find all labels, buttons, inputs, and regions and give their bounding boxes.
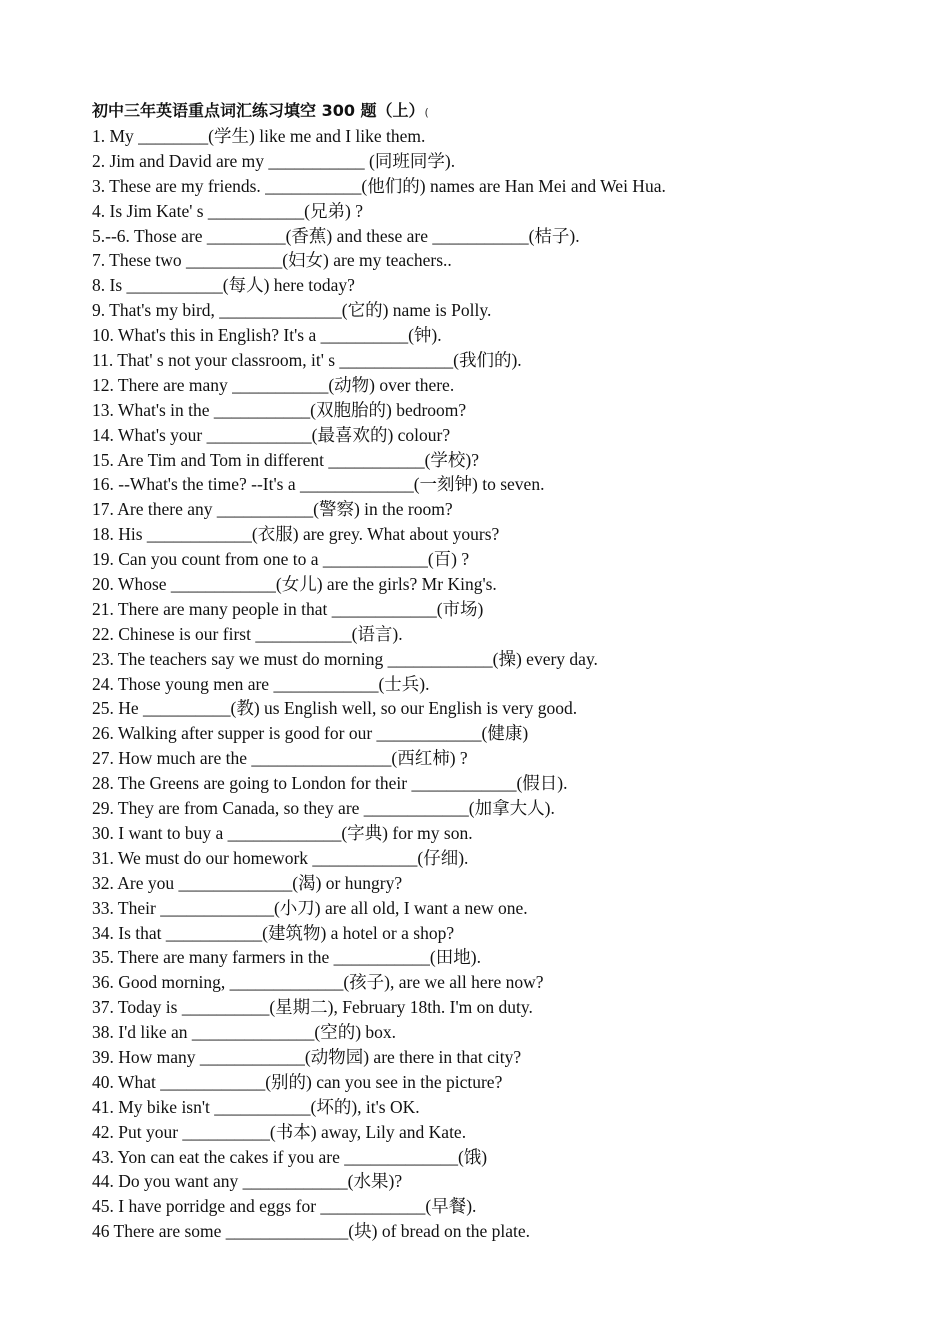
question-item: 26. Walking after supper is good for our ____________(健康) <box>92 723 529 744</box>
title-tail: ( <box>424 106 429 119</box>
question-item: 9. That's my bird, ______________(它的) name is Polly. <box>92 300 492 321</box>
question-item: 39. How many ____________(动物园) are there in that city? <box>92 1046 522 1067</box>
question-item: 29. They are from Canada, so they are ____________(加拿大人). <box>92 798 555 819</box>
question-item: 4. Is Jim Kate' s ___________(兄弟) ? <box>92 200 363 221</box>
question-item: 3. These are my friends. ___________(他们的) names are Han Mei and Wei Hua. <box>92 175 666 196</box>
question-item: 35. There are many farmers in the ___________(田地). <box>92 947 481 968</box>
question-item: 15. Are Tim and Tom in different ___________(学校)? <box>92 449 479 470</box>
question-item: 33. Their _____________(小刀) are all old, I want a new one. <box>92 897 528 918</box>
question-item: 24. Those young men are ____________(士兵). <box>92 673 430 694</box>
question-item: 23. The teachers say we must do morning ____________(操) every day. <box>92 648 598 669</box>
question-item: 11. That' s not your classroom, it' s _____________(我们的). <box>92 350 522 371</box>
question-item: 32. Are you _____________(渴) or hungry? <box>92 872 403 893</box>
question-item: 2. Jim and David are my ___________ (同班同学). <box>92 150 456 171</box>
question-item: 13. What's in the ___________(双胞胎的) bedroom? <box>92 399 467 420</box>
question-item: 7. These two ___________(妇女) are my teachers.. <box>92 250 452 271</box>
question-item: 20. Whose ____________(女儿) are the girls? Mr King's. <box>92 574 497 595</box>
question-item: 5.--6. Those are _________(香蕉) and these are ___________(桔子). <box>92 225 580 246</box>
question-item: 38. I'd like an ______________(空的) box. <box>92 1022 397 1043</box>
question-item: 8. Is ___________(每人) here today? <box>92 275 355 296</box>
question-item: 36. Good morning, _____________(孩子), are we all here now? <box>92 972 544 993</box>
question-item: 19. Can you count from one to a ____________(百) ? <box>92 549 470 570</box>
document-title <box>92 98 922 124</box>
question-item: 17. Are there any ___________(警察) in the room? <box>92 499 453 520</box>
question-item: 31. We must do our homework ____________(仔细). <box>92 847 469 868</box>
question-item: 27. How much are the ________________(西红柿) ? <box>92 748 468 769</box>
title-text: 初中三年英语重点词汇练习填空 300 题（上） <box>92 101 425 120</box>
question-list <box>92 124 922 1244</box>
question-item: 14. What's your ____________(最喜欢的) colour? <box>92 424 451 445</box>
question-item: 18. His ____________(衣服) are grey. What about yours? <box>92 524 500 545</box>
question-item: 16. --What's the time? --It's a _____________(一刻钟) to seven. <box>92 474 545 495</box>
question-item: 21. There are many people in that ____________(市场) <box>92 598 484 619</box>
question-item: 42. Put your __________(书本) away, Lily and Kate. <box>92 1121 467 1142</box>
question-item: 41. My bike isn't ___________(坏的), it's OK. <box>92 1096 420 1117</box>
question-item: 22. Chinese is our first ___________(语言). <box>92 623 403 644</box>
question-item: 45. I have porridge and eggs for ____________(早餐). <box>92 1196 477 1217</box>
question-item: 43. Yon can eat the cakes if you are _____________(饿) <box>92 1146 488 1167</box>
question-item: 1. My ________(学生) like me and I like them. <box>92 126 426 146</box>
question-item: 34. Is that ___________(建筑物) a hotel or a shop? <box>92 922 455 943</box>
question-item: 46 There are some ______________(块) of bread on the plate. <box>92 1221 531 1242</box>
question-item: 28. The Greens are going to London for their ____________(假日). <box>92 773 568 794</box>
question-item: 25. He __________(教) us English well, so our English is very good. <box>92 698 578 719</box>
question-item: 30. I want to buy a _____________(字典) for my son. <box>92 822 473 843</box>
question-item: 12. There are many ___________(动物) over there. <box>92 374 455 395</box>
question-item: 44. Do you want any ____________(水果)? <box>92 1171 403 1192</box>
document-page <box>92 98 922 1244</box>
question-item: 40. What ____________(别的) can you see in the picture? <box>92 1071 503 1092</box>
question-item: 10. What's this in English? It's a __________(钟). <box>92 325 442 346</box>
question-item: 37. Today is __________(星期二), February 18th. I'm on duty. <box>92 997 533 1018</box>
